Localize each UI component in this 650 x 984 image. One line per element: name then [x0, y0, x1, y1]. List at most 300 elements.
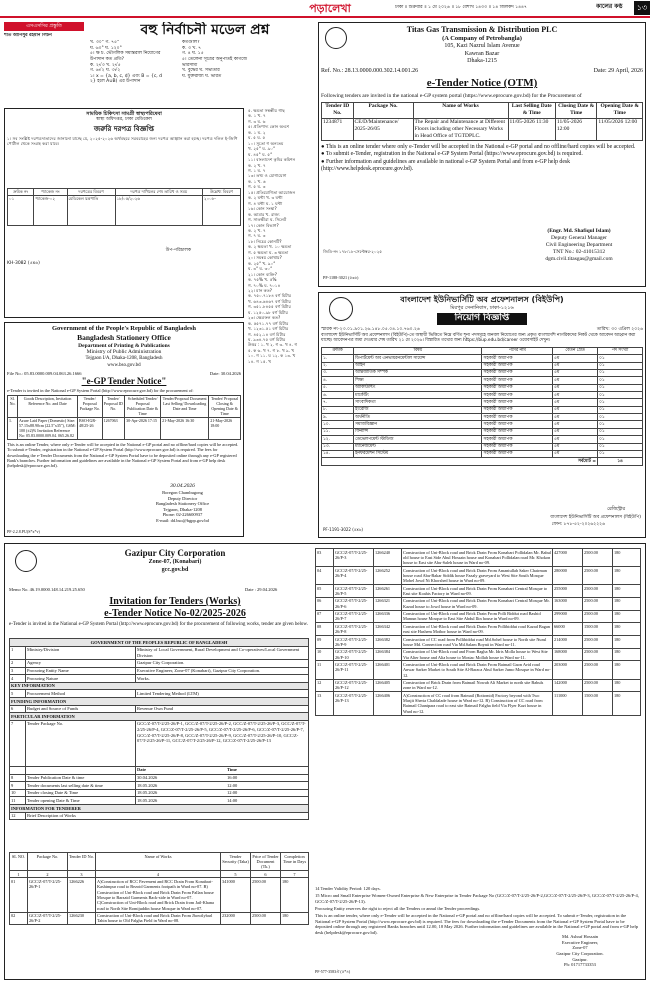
table-header: Name of Works	[96, 853, 221, 871]
bullet-item: ● Further information and guidelines are available in national e-GP System Portal and from e-GP help desk (http://www.helpdesk.eprocure.gov.bd).	[321, 158, 571, 172]
gazipur-intro: e-Tender is invited in the National e-GP System Portal (http://www.eprocure.gov.bd) for the procurement of following works, tender are given below.	[9, 622, 308, 627]
table-cell: ৫ম	[553, 362, 598, 369]
table-cell: ১.	[322, 355, 354, 362]
col-num: 2	[28, 871, 68, 878]
table-cell: 07	[316, 610, 334, 623]
table-cell: ০১	[598, 406, 643, 413]
stationery-ministry: Ministry of Public Administration	[86, 349, 162, 356]
stationery-intro: e-Tender is invited in the National e-GP System Portal (http://www.eprocure.gov.bd) for the procurement of:	[7, 387, 194, 393]
table-header: Completion Time in Days	[281, 853, 309, 871]
col-num: 5	[221, 871, 251, 878]
table-cell: 2500.00	[251, 878, 281, 912]
table-row	[316, 567, 641, 585]
quiz-line: ১৭। কোন বিভাগ?	[248, 222, 279, 228]
gazipur-signature-block	[525, 934, 635, 968]
quiz-line: খ. ৩০° গ. ৭৫°	[90, 40, 120, 45]
table-cell: 180	[613, 648, 641, 661]
table-cell: 12	[316, 679, 334, 692]
info-value: GCC/Z-07/T-2/25-26/P-1, GCC/Z-07/T-2/25-26/P-2, GCC/Z-07/T-2/25-26/P-3, GCC/Z-07/T-2/25-26/P-4, GCC/Z-07/T-2/25-26/P-5, GCC/Z-07/T-2/25-26/P-6, GCC/Z-07/T-2/25-26/P-7, GCC/Z-07/T-2/25-26/P-8, GCC/Z-07/T-2/25-26/P-9, GCC/Z-07/T-2/25-26/P-10, GCC/Z-07/T-2/25-26/P-11, GCC/Z-07/T-2/25-26/P-12, GCC/Z-07/T-2/25-26/P-13	[136, 720, 309, 766]
table-cell: সহকারী অধ্যাপক	[482, 406, 553, 413]
info-label: Agency	[26, 659, 136, 667]
quiz-line: ১০। সুতো গ অন্যতম	[248, 140, 284, 146]
table-cell: 04	[316, 567, 334, 585]
table-header: Closing Date & Time	[555, 102, 597, 118]
table-cell: 2500.00	[583, 679, 613, 692]
table-cell: Construction of CC road from Pollibiddut road Md.Sohel house to North site Nurul house Md. Connection road Via Md.Salam Boyati in Ward no-11.	[402, 636, 553, 649]
table-cell: ৫ম	[553, 384, 598, 391]
health-table	[7, 188, 241, 226]
quiz-line: ৫। তেলেনা সূত্রের অনুপাতই কাগজে ভারসাম্য	[182, 56, 248, 68]
table-cell: সহকারী অধ্যাপক	[482, 384, 553, 391]
table-cell: 142000	[553, 679, 583, 692]
table-cell: ৫ম	[553, 414, 598, 421]
health-body: ১। সব সংশ্লিষ্ট দরপত্রদাতাদের জানানো যাচ্ছে যে, ২০২৫-২০২৬ অর্থবছরে সরবরাহের জন্য দরপত্র আহ্বান করা হচ্ছে। দরপত্র দলিল ই-জিপি পোর্টাল থেকে সংগ্রহ করা যাবে।	[7, 135, 238, 146]
quiz-line: কতগুলি?	[182, 40, 200, 45]
table-cell: ০১	[598, 384, 643, 391]
table-header: ক্রমিক	[322, 347, 354, 354]
stationery-ref: PF-2.2.8.PU(S*x*v)	[7, 529, 40, 534]
table-cell: 11	[316, 661, 334, 679]
gazipur-body: This is an online tender, where only e-Tender will be accepted in the National e-GP portal and no offline/hard copies will be accepted. To submit e-Tender, registration in the National e-GP System Portal (http://www.eprocure.gov.bd) is required. The fees for downloading the e-Tender Documents from the National e-GP System Portal have to be deposited online through any registered Banks branches until 12.00, 18 May 2026. Further information and guidelines are available in the National e-GP portal and from e-GP help desk (helpdesk@eprocure.gov.bd).	[315, 913, 638, 935]
quiz-line: ঘ. ১২৫০.৯৮ বর্গ মিটার	[248, 309, 288, 315]
quiz-line: ঘ. ৩° ঘ. ৩০°	[248, 266, 273, 272]
table-cell: 1500.00	[583, 623, 613, 636]
quiz-line: ক. ৫৫৭১.৭৭ বর্গ মিটার	[248, 320, 289, 326]
table-cell: ০১	[598, 443, 643, 450]
table-header: Tender ID No.	[68, 853, 96, 871]
bup-logo	[329, 297, 353, 321]
table-cell: Construction of Uni-Block road and Brick Drain From Polli Biddut road Bashid Mamun house Mosque to East Site Abdul Ilin house in Ward no-09.	[402, 610, 553, 623]
table-cell: 180	[613, 692, 641, 715]
table-cell: ১০.	[322, 421, 354, 428]
bullet-text: To submit e-Tender, registration in the National e-GP System Portal (https://www.eprocure.gov.bd) is required.	[325, 151, 583, 158]
particular-heading: PARTICULAR INFORMATION	[10, 713, 309, 721]
quiz-line: গ. ৬√২ ঘ. ৩√২	[90, 68, 121, 74]
table-cell: Construction of Uni-Block road and Brick Drain From Konabari Central Mosque to East site Koahis Factory in Ward no-09.	[402, 585, 553, 598]
table-cell: সহকারী অধ্যাপক	[482, 377, 553, 384]
table-cell: 1266382	[374, 636, 402, 649]
table-cell: অ্যাকাউন্টিং	[354, 384, 482, 391]
stationery-dept: Department of Printing & Publications	[78, 342, 170, 349]
info-num: 10	[10, 789, 26, 797]
table-cell: ০১	[598, 450, 643, 457]
quiz-line: উপাদান কত প্রতি?	[90, 56, 125, 62]
gazipur-zone: Zone-07, (Konabari)	[148, 559, 202, 566]
stationery-office: Bangladesh Stationery Office	[77, 333, 171, 343]
info-label: Tender Package No.	[26, 720, 136, 766]
health-tender-ad	[4, 108, 244, 318]
table-cell: ফিন্যান্স	[354, 428, 482, 435]
table-cell: সহকারী অধ্যাপক	[482, 369, 553, 376]
table-row	[10, 878, 309, 912]
table-cell: 2500.00	[583, 549, 613, 567]
table-cell: 09	[316, 636, 334, 649]
col-num: 6	[251, 871, 281, 878]
titas-designation: Deputy General Manager	[551, 234, 607, 241]
health-org: সাময়িক চিকিৎসা সামগ্রী স্বাস্থ্যপরিষেবা	[86, 111, 162, 117]
bup-sub: মিরপুর সেনানিবাস, ঢাকা-১২১৬	[450, 305, 514, 311]
table-cell: 1266384	[374, 648, 402, 661]
table-header: Tender/ Proposal ID No.	[102, 395, 125, 417]
table-header: উল্লেখ্য বিবরণ	[203, 188, 241, 195]
stationery-email: E-mail: dd.bso@bgpp.gov.bd	[156, 518, 209, 523]
table-cell: 180	[281, 878, 309, 912]
quiz-line: ৫. ক্ষমতা সম্বন্ধীয় গাছ	[248, 108, 285, 113]
table-cell: ৫ম	[553, 399, 598, 406]
table-row	[322, 421, 643, 428]
table-cell: ডেভেলপমেন্ট স্টাডিজ	[354, 436, 482, 443]
table-cell: 232000	[221, 912, 251, 925]
table-cell: Construction of Uni-Block road and From Bagha Mr. Idris Molla house to West Site Via Alter house and Alia house to Mostac Mollah house in Ward no-11.	[402, 648, 553, 661]
table-cell: GCC/Z-07/T-2/25-26/P-3	[334, 549, 374, 567]
table-cell: ০১	[598, 355, 643, 362]
table-cell: 03	[316, 549, 334, 567]
table-cell: ইংরেজি	[354, 406, 482, 413]
quiz-line: গ. ৩ ঘ. ৬	[248, 118, 266, 124]
table-cell: 05	[316, 585, 334, 598]
table-cell: ৫ম	[553, 377, 598, 384]
table-row	[316, 636, 641, 649]
table-cell: ০১	[598, 377, 643, 384]
table-cell: ৫ম	[553, 428, 598, 435]
table-cell: ইনফরমেশন সিস্টেম	[354, 450, 482, 457]
quiz-line: ক. ২√৩ খ. ২√৫	[90, 62, 121, 68]
quiz-line: ক. ১ খ. ৭	[248, 113, 266, 119]
info-value: Revenue Own Fund	[136, 705, 309, 713]
table-cell: GCC/Z-07/T-2/25-26/P-1	[28, 878, 68, 912]
table-header: দরপত্র দাখিলের শেষ তারিখ ও সময়	[115, 188, 203, 195]
quiz-line: ১১। বাংলাদেশ কৃষির কমিশন	[248, 157, 296, 163]
table-cell: Construction of Uni-Block road and Brick Drain From Amaniullah Saker Chairman house road Abu-Bakar Siddik house Fazaly graveyard to West Site South Mosque Mobel Jowd Ni Khorshed house in Ward no-09.	[402, 567, 553, 585]
gazipur-logo	[15, 550, 37, 572]
table-cell: সহকারী অধ্যাপক	[482, 443, 553, 450]
health-title: জরুরি দরপত্র বিজ্ঞপ্তি	[93, 124, 155, 133]
table-cell: 1266401	[374, 661, 402, 679]
titas-addr3: Dhaka-1215	[467, 58, 497, 65]
quiz-line: ক. ১ ঘ. ২	[248, 129, 266, 135]
table-cell: ৫ম	[553, 421, 598, 428]
table-cell: 111000	[553, 692, 583, 715]
table-cell: সহকারী অধ্যাপক	[482, 362, 553, 369]
titas-title: e-Tender Notice (OTM)	[426, 77, 538, 90]
quiz-line: খ. বুদ্ধের ঘ. সভ্যতার	[182, 68, 220, 74]
quiz-line: ক. ২ ক্ষমতা খ. ১০ ক্ষমতা	[248, 244, 292, 250]
table-cell: 180	[613, 585, 641, 598]
table-cell: ০১	[598, 436, 643, 443]
table-row	[10, 912, 309, 925]
table-cell: 2500.00	[583, 597, 613, 610]
quiz-line: গ. ৪ ঘ. ১৫	[182, 51, 204, 57]
table-cell: ০১	[598, 421, 643, 428]
table-cell: ৫ম	[553, 392, 598, 399]
table-header: ক্রমিক নং	[8, 188, 34, 195]
titas-intro: Following tenders are invited in the national e-GP system portal (https://www.eprocure.gov.bd) for the Procurement of	[321, 92, 582, 99]
stationery-gov: Government of the People's Republic of Bangladesh	[51, 325, 197, 332]
table-cell: 299000	[553, 610, 583, 623]
table-header: Tender ID No.	[322, 102, 354, 118]
table-cell: সহকারী অধ্যাপক	[482, 355, 553, 362]
table-row	[322, 392, 643, 399]
table-cell: সাংবাদিকতা	[354, 399, 482, 406]
time-value: 12:00	[227, 790, 238, 796]
bup-table	[321, 347, 643, 466]
info-value: Gazipur City Corporation.	[136, 659, 309, 667]
table-header: Sl. No.	[8, 395, 18, 417]
table-header: Price of Tender Document (Tk.)	[252, 853, 279, 870]
table-cell: 2500.00	[583, 610, 613, 623]
table-header: Tender/Proposal Document Last Selling/ Downloading Date and Time	[161, 395, 209, 417]
health-sub: স্বাস্থ্য অধিদপ্তর, ঢাকা মেডিকেল	[96, 117, 152, 123]
table-cell: 13	[316, 692, 334, 715]
titas-email: dgm.civil.titasgas@gmail.com	[545, 255, 613, 262]
table-cell: 1266405	[374, 679, 402, 692]
stationery-signature-block	[125, 483, 240, 524]
table-header: Package No.	[353, 102, 413, 118]
gazipur-date: Date : 29.04.2026	[245, 587, 278, 592]
table-cell: ০১	[598, 362, 643, 369]
gazipur-notice	[4, 543, 646, 980]
table-cell: ৪.	[322, 377, 354, 384]
table-cell: সহকারী অধ্যাপক	[482, 428, 553, 435]
table-header: Tender Security (Taka)	[221, 853, 251, 871]
gazipur-reserve: Procuring Entity reserves the right to reject all the Tenders or annul the Tender proceedings.	[315, 906, 481, 911]
stationery-body: This is an online Tender, where only e-Tender will be accepted in the National e-GP portal and no offline/hard copies will be accepted. To submit e-Tender, registration in the National e-GP System Portal (http://www.eprocure.gov.bd) is required. The fees for downloading the e-Tender Documents from the National e-GP System Portal have to be deposited online through any e-GP registered Bank's branches. Further information and guidelines are available in the National e-GP System Portal and from e-GP help desk (helpdesk@eprocure.gov.bd).	[7, 441, 239, 469]
table-row	[322, 399, 643, 406]
table-cell: Azure Laid Paper (Domestic) Size: 57.15x88.90cm (22.5"x35"), GSM: 100 (±2)% Invitation Reference No: 05.83.0000.009.04. 065.26.82	[19, 418, 76, 439]
table-cell: 1266261	[374, 585, 402, 598]
bup-body: বাংলাদেশ ইউনিভার্সিটি অব প্রফেশনালস (বিইউপি)-তে অস্থায়ী ভিত্তিতে নিম্নে বর্ণিত শূন্য পদসমূহে জনবল নিয়োগের জন্য প্রকৃত বাংলাদেশি নাগরিকদের নিকট থেকে আবেদন আহ্বান করা যাচ্ছে। আবেদনপত্র জমা দেওয়ার শেষ তারিখ ২১ মে ২০২৬। বিস্তারিত তথ্যের জন্য https://bup.edu.bd/career ওয়েবসাইট দেখুন।	[321, 333, 636, 344]
titas-tnt: TNT No.: 02-41015312	[552, 248, 606, 255]
table-cell: 203000	[553, 661, 583, 679]
table-header: বেতন গ্রেড	[553, 347, 598, 354]
quiz-line: ১৬। কোন সংস্থা?	[248, 206, 277, 212]
table-cell: ম্যানেজমেন্ট	[354, 443, 482, 450]
quiz-line: গ. ৭০% ঘ. ৭০১৪	[248, 282, 281, 288]
info-num: 2	[10, 659, 26, 667]
table-cell: GCC/Z-07/T-2/25-26/P-13	[334, 692, 374, 715]
table-cell: 168000	[553, 648, 583, 661]
gazipur-web: gcc.gov.bd	[161, 566, 189, 573]
gazipur-phone: Ph: 01717733353	[564, 962, 596, 968]
table-cell: মেডিকেল যন্ত্রপাতি	[67, 195, 115, 225]
bup-sig-org: বাংলাদেশ ইউনিভার্সিটি অব প্রফেশনালস (বিইউপি)	[550, 515, 641, 520]
table-header: Tender/ Proposal Closing & Opening Date & Time	[209, 395, 241, 417]
titas-notice	[318, 22, 646, 287]
time-head: Time	[227, 767, 237, 773]
table-cell: আন্তর্জাতিক সম্পর্ক	[354, 369, 482, 376]
table-cell: 08	[316, 623, 334, 636]
titas-ref-bn: জিডি-নং ১৭৮/১৮-সেপ্টেম্বর-২০২৫	[323, 249, 383, 254]
quiz-line: গ. সাতক্ষীরা ঘ. সিলেট	[248, 217, 287, 223]
stationery-phone: Phone: 02-226600937	[162, 512, 203, 518]
table-cell: ৬.	[322, 392, 354, 399]
table-cell: 180	[613, 567, 641, 585]
table-cell: ১৪.	[322, 450, 354, 457]
quiz-line: ক. আমার খ. রাজ্য	[248, 211, 280, 217]
info-label: Brief Description of Works	[26, 812, 309, 820]
stationery-date: Date: 30.04.2026	[209, 370, 241, 376]
bup-name: বাংলাদেশ ইউনিভার্সিটি অব প্রফেশনালস (বিইউপি)	[400, 295, 564, 304]
table-cell: সহকারী অধ্যাপক	[482, 421, 553, 428]
titas-date: Date: 29 April, 2026	[593, 67, 643, 74]
table-cell: 1500.00	[583, 692, 613, 715]
table-cell: 66000	[553, 623, 583, 636]
table-cell: 2500.00	[251, 912, 281, 925]
table-row	[316, 585, 641, 598]
quiz-line: ৫। ক্ষ চ. ভৌগলিক সমান্তরাল নিয়োগের	[90, 51, 161, 57]
table-cell: 1266252	[374, 567, 402, 585]
info-num: 4	[10, 675, 26, 683]
bullet-item: ● This is an online tender where only e-Tender will be accepted in the National e-GP portal and no offline/hard copies will be accepted.	[321, 144, 636, 151]
info-num: 6	[10, 705, 26, 713]
quiz-col2	[182, 40, 262, 102]
table-row	[316, 549, 641, 567]
table-cell: 1266226	[68, 878, 96, 912]
gazipur-name: Gazipur City Corporation	[124, 548, 226, 558]
table-cell: GCC/Z-07/T-2/25-26/P-7	[334, 610, 374, 623]
table-row	[322, 377, 643, 384]
gazipur-title2: e-Tender Notice No-02/2025-2026	[104, 608, 246, 619]
quiz-line: ঘ. ৪৫° ঘ. ৫°	[248, 151, 273, 157]
quiz-line: ঘ. ৫ ঘ. ৫	[248, 135, 266, 141]
quiz-line: ১৩। তথ্য ও যোগাযোগ	[248, 173, 287, 179]
table-row	[322, 369, 643, 376]
table-cell: ডিপার্টমেন্ট অব এনভায়রনমেন্টাল সায়েন্স	[354, 355, 482, 362]
quiz-line: খ. ৬৪৩.৬৪৬৭ বর্গ মিটার	[248, 298, 291, 304]
table-row	[322, 436, 643, 443]
quiz-line: ১৪. গ ১৫. খ	[248, 358, 272, 364]
info-num: 5	[10, 690, 26, 698]
funding-heading: FUNDING INFORMATION	[10, 698, 309, 706]
table-cell: 180	[613, 610, 641, 623]
table-cell: ৫ম	[553, 443, 598, 450]
quiz-line: ঘ. ৯৩৪.৭৫ বর্গ মিটার	[248, 337, 286, 343]
table-cell: 1266336	[374, 610, 402, 623]
page-number: ১৩	[634, 1, 650, 15]
table-row	[316, 610, 641, 623]
info-num: 11	[10, 797, 26, 805]
table-cell: GCC/Z-07/T-2/25-26/P-10	[334, 648, 374, 661]
quiz-line: ঘ. যুক্তরাজ্য ঘ. ভারত	[182, 73, 222, 79]
table-row	[316, 692, 641, 715]
table-cell: 180	[613, 623, 641, 636]
table-cell: Construction of Uni-Block road and Brick Drain From Jhowtlybarl Tahin house to Old Falgha Field in Ward no-08.	[96, 912, 221, 925]
table-cell: A)Construction of RCC Pavement and RCC Drain From Konabari-Kashimpur road to Bezoid Garments footpath in Ward no-07. B) Construction of Uni-Block road and Brick Drain From Pallan house Mosque to Barzaid Garments Back-side in Ward no-07. C)Construction of Uni-Block road and Brick Drain from Jail-Khana road to North Site Romijuddin house Mosque in Ward no-07.	[96, 878, 221, 912]
table-cell: ৯.	[322, 414, 354, 421]
table-cell: 2500.00	[583, 648, 613, 661]
table-cell: ৫ম	[553, 450, 598, 457]
quiz-line: ক. ১ খ. ৬	[248, 178, 266, 184]
gazipur-signer: Md. Ashraf Hossain	[561, 934, 599, 939]
quiz-line: ১০. গ ১১. ঘ ১২. ক ১৩. খ	[248, 353, 296, 359]
table-cell: GCC/Z-07/T-2/25-26/P-5	[334, 585, 374, 598]
table-cell: 1266342	[374, 623, 402, 636]
quiz-line: খ. ২৫° ঘ. ৯০°	[248, 146, 276, 152]
quiz-line: ৫. ক ৬. খ ৭. গ ৮. খ ৯. খ	[248, 347, 295, 353]
table-cell: শিক্ষা	[354, 377, 482, 384]
table-cell: 01	[10, 878, 28, 912]
time-value: 14:00	[227, 797, 238, 803]
table-cell: সহকারী অধ্যাপক	[482, 392, 553, 399]
table-cell: 1.	[8, 417, 18, 439]
table-cell: 06	[316, 597, 334, 610]
bup-notice	[318, 292, 646, 538]
quiz-line: ক. ২ ঘন্টা খ. ৩ ঘন্টা	[248, 195, 283, 201]
stationery-table	[7, 395, 241, 440]
table-header: পদের নাম	[482, 347, 553, 354]
table-cell: ৫ম	[553, 369, 598, 376]
bullet-text: Further information and guidelines are available in national e-GP System Portal and from e-GP help desk (http://www.helpdesk.eprocure.gov.bd).	[321, 158, 571, 172]
gazipur-title1: Invitation for Tenders (Works)	[109, 596, 241, 607]
table-cell: 341000	[221, 878, 251, 912]
table-cell: 180	[613, 661, 641, 679]
quiz-line: গ. ৩৫১.৮৪৫৫ বর্গ মিটার	[248, 304, 291, 310]
table-cell: ৫ম	[553, 355, 598, 362]
bup-total-label: সর্বমোট =	[322, 458, 598, 465]
info-value: Works.	[136, 675, 309, 683]
titas-dept: Civil Engineering Department	[545, 241, 613, 248]
titas-signer: (Engr. Md. Shafiqul Islam)	[547, 228, 611, 234]
date-head: Date	[137, 767, 146, 773]
quiz-line: ২২। মান কত?	[248, 287, 272, 293]
table-cell: ১৩.	[322, 443, 354, 450]
info-value: Executive Engineer, Zone-07 (Konabari), Gazipur City Corporation.	[136, 667, 309, 675]
quiz-body	[248, 108, 310, 533]
info-num: 3	[10, 667, 26, 675]
table-cell: ২০০৮-	[203, 195, 241, 225]
table-row	[316, 679, 641, 692]
quiz-col1	[90, 40, 180, 102]
table-row	[316, 597, 641, 610]
table-cell: GCC/Z-07/T-2/25-26/P-6	[334, 597, 374, 610]
table-cell: সমাজবিজ্ঞান	[354, 421, 482, 428]
bullet-text: This is an online tender where only e-Tender will be accepted in the National e-GP portal and no offline/hard copies will be accepted.	[325, 144, 636, 151]
gazipur-works-table-right	[315, 548, 641, 716]
bup-phone: ফোন: ৮৭৮-৫২-২০২৬২২২৬	[551, 522, 605, 527]
stationery-notice	[4, 322, 244, 537]
table-cell: ০১	[598, 414, 643, 421]
table-header: পদ সংখ্যা	[598, 347, 643, 354]
info-label: Ministry/Division	[26, 646, 136, 659]
titas-sub: (A Company of Petrobangla)	[442, 35, 522, 42]
table-cell: সহকারী অধ্যাপক	[482, 414, 553, 421]
table-cell: GCC/Z-07/T-2/25-26/P-2	[28, 912, 68, 925]
table-cell: 180	[613, 549, 641, 567]
table-cell: 255000	[553, 585, 583, 598]
bup-pf: PF-1191-3022 (৫x৬)	[323, 527, 363, 532]
info-num: 9	[10, 782, 26, 790]
table-header: Goods Description, Invitation Reference No. and Date	[18, 395, 78, 417]
table-header: বিষয়	[354, 347, 482, 354]
table-cell: 10	[316, 648, 334, 661]
table-cell: সহকারী অধ্যাপক	[482, 399, 553, 406]
table-row	[322, 384, 643, 391]
health-ref: KH-3082 (৫x৬)	[7, 261, 40, 267]
info-label: Tender closing Date & Time	[26, 789, 136, 797]
quiz-line: খ. ১২৩১.৫১ বর্গ মিটার	[248, 326, 289, 332]
quiz-line: ক. ২ খ. ৭	[248, 162, 266, 168]
quiz-line: ক. ৭৫০.৭১৮৪ বর্গ মিটার	[248, 293, 292, 299]
time-value: 16:00	[227, 775, 238, 780]
table-cell: অর্থনীতি	[354, 414, 482, 421]
table-cell: ৫.	[322, 384, 354, 391]
quiz-tag: এসএসসির প্রস্তুতি	[4, 22, 84, 31]
table-cell: 21-May-2026 16:30	[161, 417, 209, 439]
quiz-line: ২১। কোন ব্যক্তি?	[248, 271, 277, 277]
table-cell: 1266406	[374, 692, 402, 715]
gazipur-org-sig: Gazipur City Corporation.	[556, 950, 604, 956]
table-cell: 2500.00	[583, 636, 613, 649]
